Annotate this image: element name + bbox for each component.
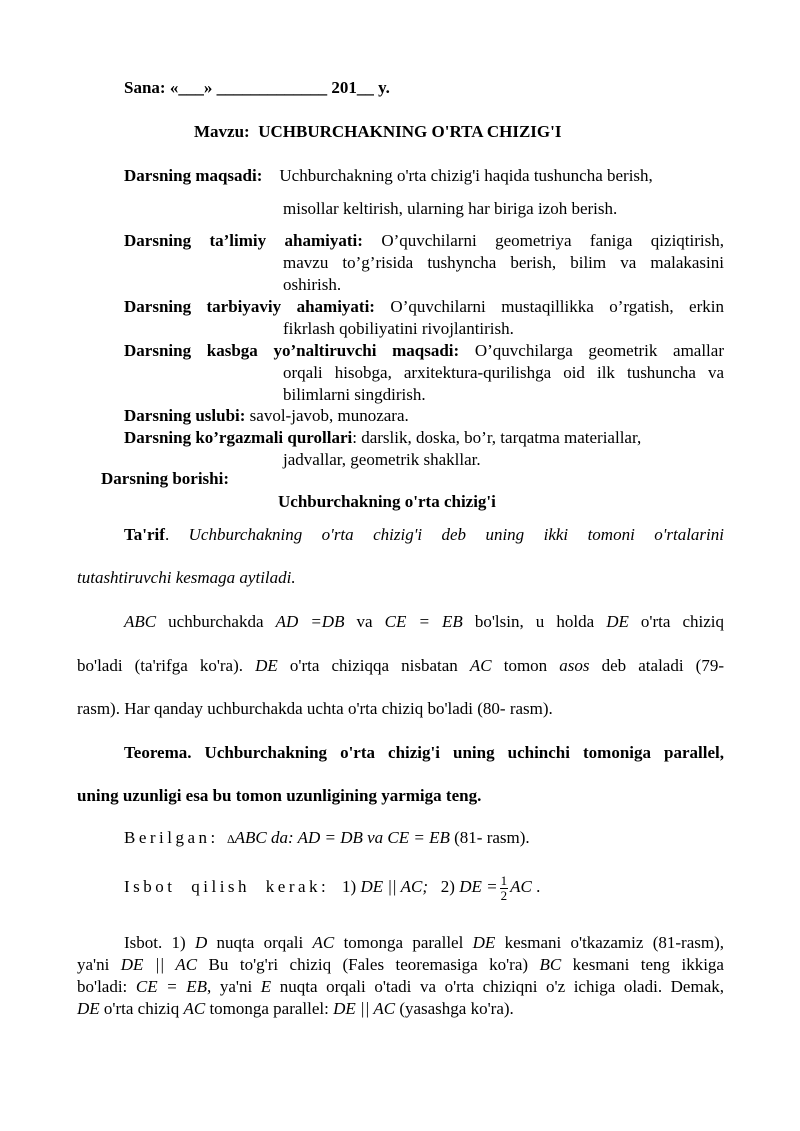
proof-l3-t3: nuqta orqali o'tadi va o'rta chiziqni o'z ichiga oladi. Demak, — [271, 977, 724, 996]
definition-text-1: Uchburchakning o'rta chizig'i deb uning ikki tomoni o'rtalarini — [188, 525, 724, 544]
lesson-method — [124, 405, 724, 427]
p1-l2-ac: AC — [469, 656, 492, 675]
proof-l1-t2: nuqta orqali — [207, 933, 313, 952]
prove-e2: DE = — [459, 877, 498, 896]
p1-ad: AD =DB — [275, 612, 345, 631]
topic-label: Mavzu: — [194, 122, 250, 141]
lesson-vocational — [124, 340, 724, 362]
edu-text-1: O’quvchilarni geometriya faniga qiziqtirish, — [381, 231, 724, 250]
vocational-text-1: O’quvchilarga geometrik amallar — [474, 341, 724, 360]
prove-e1: DE || AC; — [360, 877, 429, 896]
upbringing-text-2: fikrlash qobiliyatini rivojlantirish. — [283, 319, 514, 338]
proof-l2-t2: Bu to'g'ri chiziq (Fales teoremasiga ko'ra) — [197, 955, 540, 974]
topic-title: UCHBURCHAKNING O'RTA CHIZIG'I — [258, 122, 562, 141]
goal-text-1: Uchburchakning o'rta chizig'i haqida tushuncha berish, — [279, 166, 653, 185]
method-text: savol-javob, munozara. — [249, 406, 409, 425]
proof-l2-bc: BC — [539, 955, 562, 974]
p1-ce: CE = EB — [384, 612, 463, 631]
theorem-line-2: uning uzunligi esa bu tomon uzunligining yarmiga teng. — [77, 786, 482, 805]
section-title: Uchburchakning o'rta chizig'i — [278, 492, 496, 511]
aids-label: Darsning ko’rgazmali qurollari — [124, 428, 353, 447]
given-ref: (81- rasm). — [449, 828, 530, 847]
lesson-educational — [124, 230, 724, 252]
fraction-numerator: 1 — [500, 872, 508, 888]
p1-l2-t3: tomon — [491, 656, 560, 675]
p1-l2-de: DE — [255, 656, 278, 675]
definition-label: Ta'rif — [124, 525, 165, 544]
prove-end: . — [531, 877, 541, 896]
proof-l1-t1: Isbot. 1) — [124, 933, 195, 952]
proof-l1-de: DE — [472, 933, 496, 952]
definition-line-2: tutashtiruvchi kesmaga aytiladi. — [77, 568, 296, 587]
goal-label: Darsning maqsadi: — [124, 166, 263, 185]
proof-line-1 — [124, 932, 724, 954]
p1-abc: ABC — [124, 612, 157, 631]
aids-text-1: : darslik, doska, bo’r, tarqatma materiallar, — [352, 428, 642, 447]
given-expr: ABC da: AD = DB va CE = EB — [234, 828, 450, 847]
prove-p1: 1) — [342, 877, 361, 896]
proof-l3-t2: , ya'ni — [207, 977, 261, 996]
p1-l2-t4: deb ataladi (79- — [589, 656, 724, 675]
definition-line-1: Ta'rif. Uchburchakning o'rta chizig'i deb uning ikki tomoni o'rtalarini — [124, 525, 724, 544]
prove-label: Isbot qilish kerak: — [124, 877, 330, 896]
proof-l4-t1: o'rta chiziq — [99, 999, 184, 1018]
one-half-fraction — [500, 874, 509, 903]
edu-text-2: mavzu to’g’risida tushyncha berish, bilim va malakasini — [283, 253, 724, 272]
aids-text-2: jadvallar, geometrik shakllar. — [283, 450, 481, 469]
para1-line-3: rasm). Har qanday uchburchakda uchta o'rta chiziq bo'ladi (80- rasm). — [77, 699, 553, 718]
proof-l3-t1: bo'ladi: — [77, 977, 136, 996]
topic-heading — [194, 122, 561, 142]
p1-t2: va — [344, 612, 385, 631]
p1-de: DE — [606, 612, 629, 631]
p1-t4: o'rta chiziq — [628, 612, 725, 631]
prove-line — [124, 872, 540, 903]
vocational-text-3: bilimlarni singdirish. — [283, 385, 426, 404]
prove-e3: AC — [510, 877, 532, 896]
proof-l1-ac: AC — [312, 933, 335, 952]
lesson-upbringing — [124, 296, 724, 318]
given-label: Berilgan: — [124, 828, 219, 847]
vocational-label: Darsning kasbga yo’naltiruvchi maqsadi: — [124, 341, 460, 360]
fraction-denominator: 2 — [500, 887, 508, 903]
proof-l2-t1: ya'ni — [77, 955, 121, 974]
p1-t3: bo'lsin, u holda — [462, 612, 607, 631]
proof-line-4 — [77, 998, 514, 1020]
lesson-course-label: Darsning borishi: — [101, 469, 229, 488]
proof-l2-de: DE || AC — [120, 955, 198, 974]
proof-l1-t4: kesmani o'tkazamiz (81-rasm), — [495, 933, 724, 952]
proof-l4-ac: AC — [183, 999, 206, 1018]
p1-l2-asos: asos — [559, 656, 590, 675]
date-line: Sana: «___» _____________ 201__ y. — [124, 78, 390, 97]
para1-line-2 — [77, 656, 724, 676]
proof-l1-t3: tomonga parallel — [334, 933, 473, 952]
prove-p2: 2) — [436, 877, 460, 896]
p1-l2-t1: bo'ladi (ta'rifga ko'ra). — [77, 656, 256, 675]
p1-t1: uchburchakda — [156, 612, 276, 631]
theorem-line-1: Teorema. Uchburchakning o'rta chizig'i uning uchinchi tomoniga parallel, — [124, 743, 724, 762]
proof-l3-e: E — [260, 977, 272, 996]
edu-label: Darsning ta’limiy ahamiyati: — [124, 231, 363, 250]
proof-l4-de: DE — [77, 999, 100, 1018]
p1-l2-t2: o'rta chiziqqa nisbatan — [277, 656, 470, 675]
triangle-symbol: ∆ — [227, 832, 235, 846]
proof-l1-d: D — [194, 933, 208, 952]
proof-l2-t3: kesmani teng ikkiga — [561, 955, 724, 974]
vocational-text-2: orqali hisobga, arxitektura-qurilishga oid ilk tushuncha va — [283, 363, 724, 382]
proof-l4-t3: (yasashga ko'ra). — [395, 999, 514, 1018]
lesson-aids — [124, 427, 724, 449]
proof-l4-t2: tomonga parallel: — [205, 999, 334, 1018]
proof-l3-ce: CE = EB — [135, 977, 208, 996]
method-label: Darsning uslubi: — [124, 406, 246, 425]
goal-text-2: misollar keltirish, ularning har biriga izoh berish. — [283, 199, 618, 218]
upbringing-label: Darsning tarbiyaviy ahamiyati: — [124, 297, 375, 316]
para1-line-1 — [124, 612, 724, 632]
proof-line-3 — [77, 976, 724, 998]
proof-line-2 — [77, 954, 724, 976]
edu-text-3: oshirish. — [283, 275, 342, 294]
proof-l4-dac: DE || AC — [333, 999, 396, 1018]
given-line — [124, 828, 530, 848]
lesson-goal — [124, 165, 724, 187]
upbringing-text-1: O’quvchilarni mustaqillikka o’rgatish, erkin — [390, 297, 724, 316]
